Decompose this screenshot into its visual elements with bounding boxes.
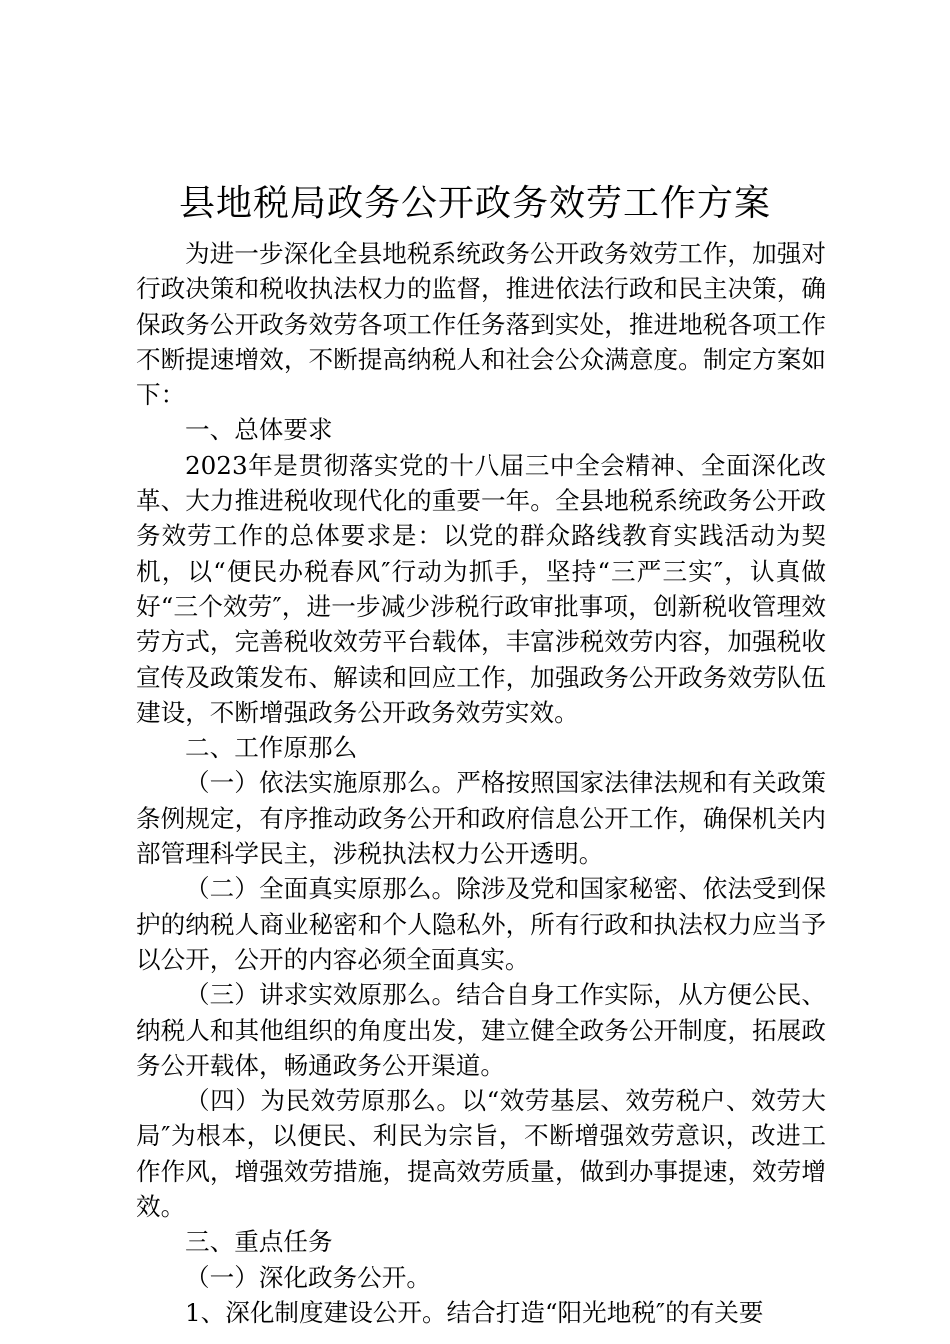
paragraph-principle-1: （一）依法实施原那么。严格按照国家法律法规和有关政策条例规定，有序推动政务公开和政府信息公开工作，确保机关内部管理科学民主，涉税执法权力公开透明。 — [136, 768, 826, 869]
section-heading-work-principles: 二、工作原那么 — [185, 733, 358, 763]
paragraph-intro: 为进一步深化全县地税系统政务公开政务效劳工作，加强对行政决策和税收执法权力的监督，推进依法行政和民主决策，确保政务公开政务效劳各项工作任务落到实处，推进地税各项工作不断提速增效，不断提高纳税人和社会公众满意度。制定方案如下： — [136, 239, 826, 410]
paragraph-general-requirements: 2023年是贯彻落实党的十八届三中全会精神、全面深化改革、大力推进税收现代化的重要一年。全县地税系统政务公开政务效劳工作的总体要求是：以党的群众路线教育实践活动为契机，以“便民办税春风″行动为抓手，坚持“三严三实″，认真做好“三个效劳″，进一步减少涉税行政审批事项，创新税收管理效劳方式，完善税收效劳平台载体，丰富涉税效劳内容，加强税收宣传及政策发布、解读和回应工作，加强政务公开政务效劳队伍建设，不断增强政务公开政务效劳实效。 — [136, 450, 826, 727]
document-body — [136, 236, 826, 1330]
document-title: 县地税局政务公开政务效劳工作方案 — [178, 183, 771, 224]
paragraph-principle-4: （四）为民效劳原那么。以“效劳基层、效劳税户、效劳大局″为根本，以便民、利民为宗旨，不断增强效劳意识，改进工作作风，增强效劳措施，提高效劳质量，做到办事提速，效劳增效。 — [136, 1086, 826, 1222]
section-heading-general-requirements: 一、总体要求 — [185, 415, 333, 445]
paragraph-principle-2: （二）全面真实原那么。除涉及党和国家秘密、依法受到保护的纳税人商业秘密和个人隐私外，所有行政和执法权力应当予以公开，公开的内容必须全面真实。 — [136, 874, 826, 974]
paragraph-principle-3: （三）讲求实效原那么。结合自身工作实际，从方便公民、纳税人和其他组织的角度出发，建立健全政务公开制度，拓展政务公开载体，畅通政务公开渠道。 — [136, 980, 826, 1080]
paragraph-task-1: 1、深化制度建设公开。结合打造“阳光地税″的有关要 — [185, 1297, 764, 1327]
subsection-heading-deepen-disclosure: （一）深化政务公开。 — [185, 1262, 431, 1292]
section-heading-key-tasks: 三、重点任务 — [185, 1227, 333, 1257]
